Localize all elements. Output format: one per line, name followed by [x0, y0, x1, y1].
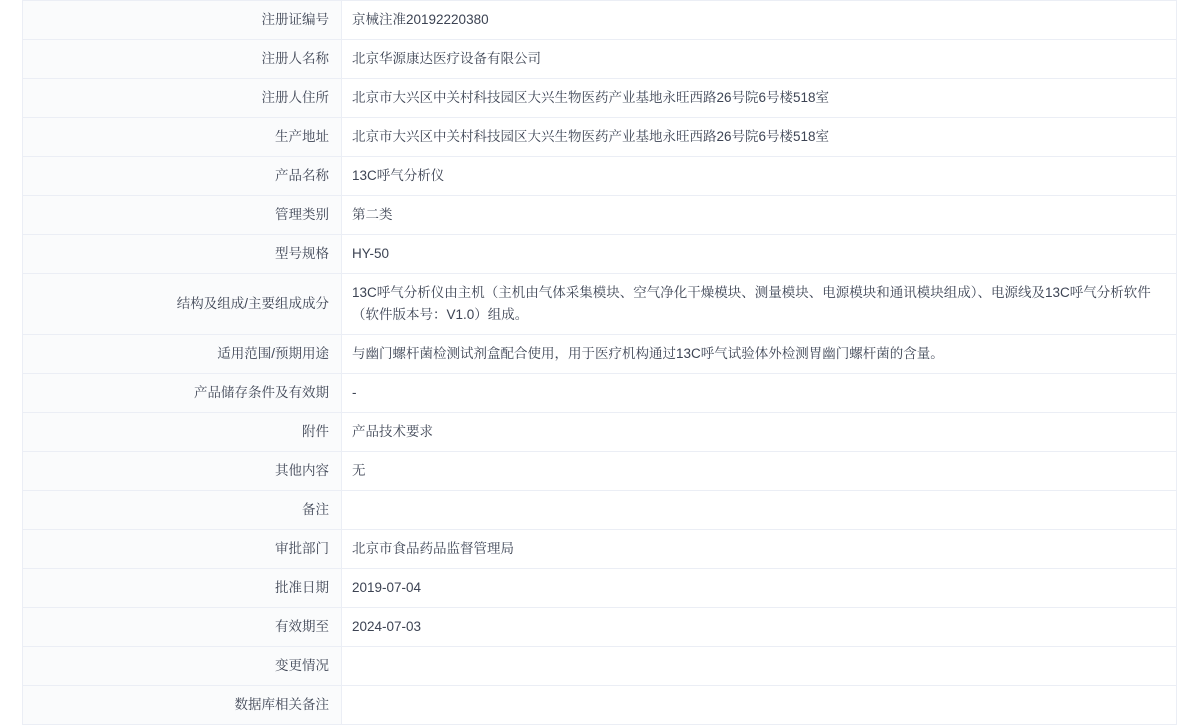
- row-value: 2019-07-04: [342, 569, 1177, 608]
- row-label: 结构及组成/主要组成成分: [23, 274, 342, 335]
- table-row: [23, 569, 1177, 608]
- row-label: 数据库相关备注: [23, 686, 342, 725]
- row-label: 批准日期: [23, 569, 342, 608]
- row-value: [342, 647, 1177, 686]
- row-value: 2024-07-03: [342, 608, 1177, 647]
- table-row: [23, 647, 1177, 686]
- table-row: [23, 608, 1177, 647]
- row-label: 备注: [23, 491, 342, 530]
- table-row: [23, 157, 1177, 196]
- row-label: 其他内容: [23, 452, 342, 491]
- row-value: 北京华源康达医疗设备有限公司: [342, 40, 1177, 79]
- row-value: 无: [342, 452, 1177, 491]
- row-label: 生产地址: [23, 118, 342, 157]
- row-label: 有效期至: [23, 608, 342, 647]
- row-label: 适用范围/预期用途: [23, 335, 342, 374]
- row-value: 京械注准20192220380: [342, 1, 1177, 40]
- table-row: [23, 1, 1177, 40]
- table-row: [23, 40, 1177, 79]
- table-row: [23, 335, 1177, 374]
- row-label: 注册人名称: [23, 40, 342, 79]
- table-row: [23, 374, 1177, 413]
- row-value: 13C呼气分析仪: [342, 157, 1177, 196]
- row-value: HY-50: [342, 235, 1177, 274]
- table-row: [23, 79, 1177, 118]
- row-value: 北京市大兴区中关村科技园区大兴生物医药产业基地永旺西路26号院6号楼518室: [342, 79, 1177, 118]
- row-label: 管理类别: [23, 196, 342, 235]
- row-label: 审批部门: [23, 530, 342, 569]
- table-row: [23, 491, 1177, 530]
- row-label: 产品名称: [23, 157, 342, 196]
- table-row: [23, 274, 1177, 335]
- table-row: [23, 235, 1177, 274]
- row-value: 北京市大兴区中关村科技园区大兴生物医药产业基地永旺西路26号院6号楼518室: [342, 118, 1177, 157]
- table-body: [23, 1, 1177, 725]
- row-label: 变更情况: [23, 647, 342, 686]
- row-value: 产品技术要求: [342, 413, 1177, 452]
- row-label: 附件: [23, 413, 342, 452]
- table-row: [23, 413, 1177, 452]
- row-value: -: [342, 374, 1177, 413]
- row-value: [342, 491, 1177, 530]
- table-row: [23, 196, 1177, 235]
- row-value: [342, 686, 1177, 725]
- table-row: [23, 452, 1177, 491]
- row-value: 第二类: [342, 196, 1177, 235]
- registration-info-table: [22, 0, 1177, 725]
- row-value: 13C呼气分析仪由主机（主机由气体采集模块、空气净化干燥模块、测量模块、电源模块和通讯模块组成）、电源线及13C呼气分析软件（软件版本号：V1.0）组成。: [342, 274, 1177, 335]
- table-row: [23, 686, 1177, 725]
- row-value: 与幽门螺杆菌检测试剂盒配合使用，用于医疗机构通过13C呼气试验体外检测胃幽门螺杆菌的含量。: [342, 335, 1177, 374]
- row-label: 产品储存条件及有效期: [23, 374, 342, 413]
- row-value: 北京市食品药品监督管理局: [342, 530, 1177, 569]
- row-label: 注册证编号: [23, 1, 342, 40]
- row-label: 注册人住所: [23, 79, 342, 118]
- table-row: [23, 530, 1177, 569]
- table-row: [23, 118, 1177, 157]
- row-label: 型号规格: [23, 235, 342, 274]
